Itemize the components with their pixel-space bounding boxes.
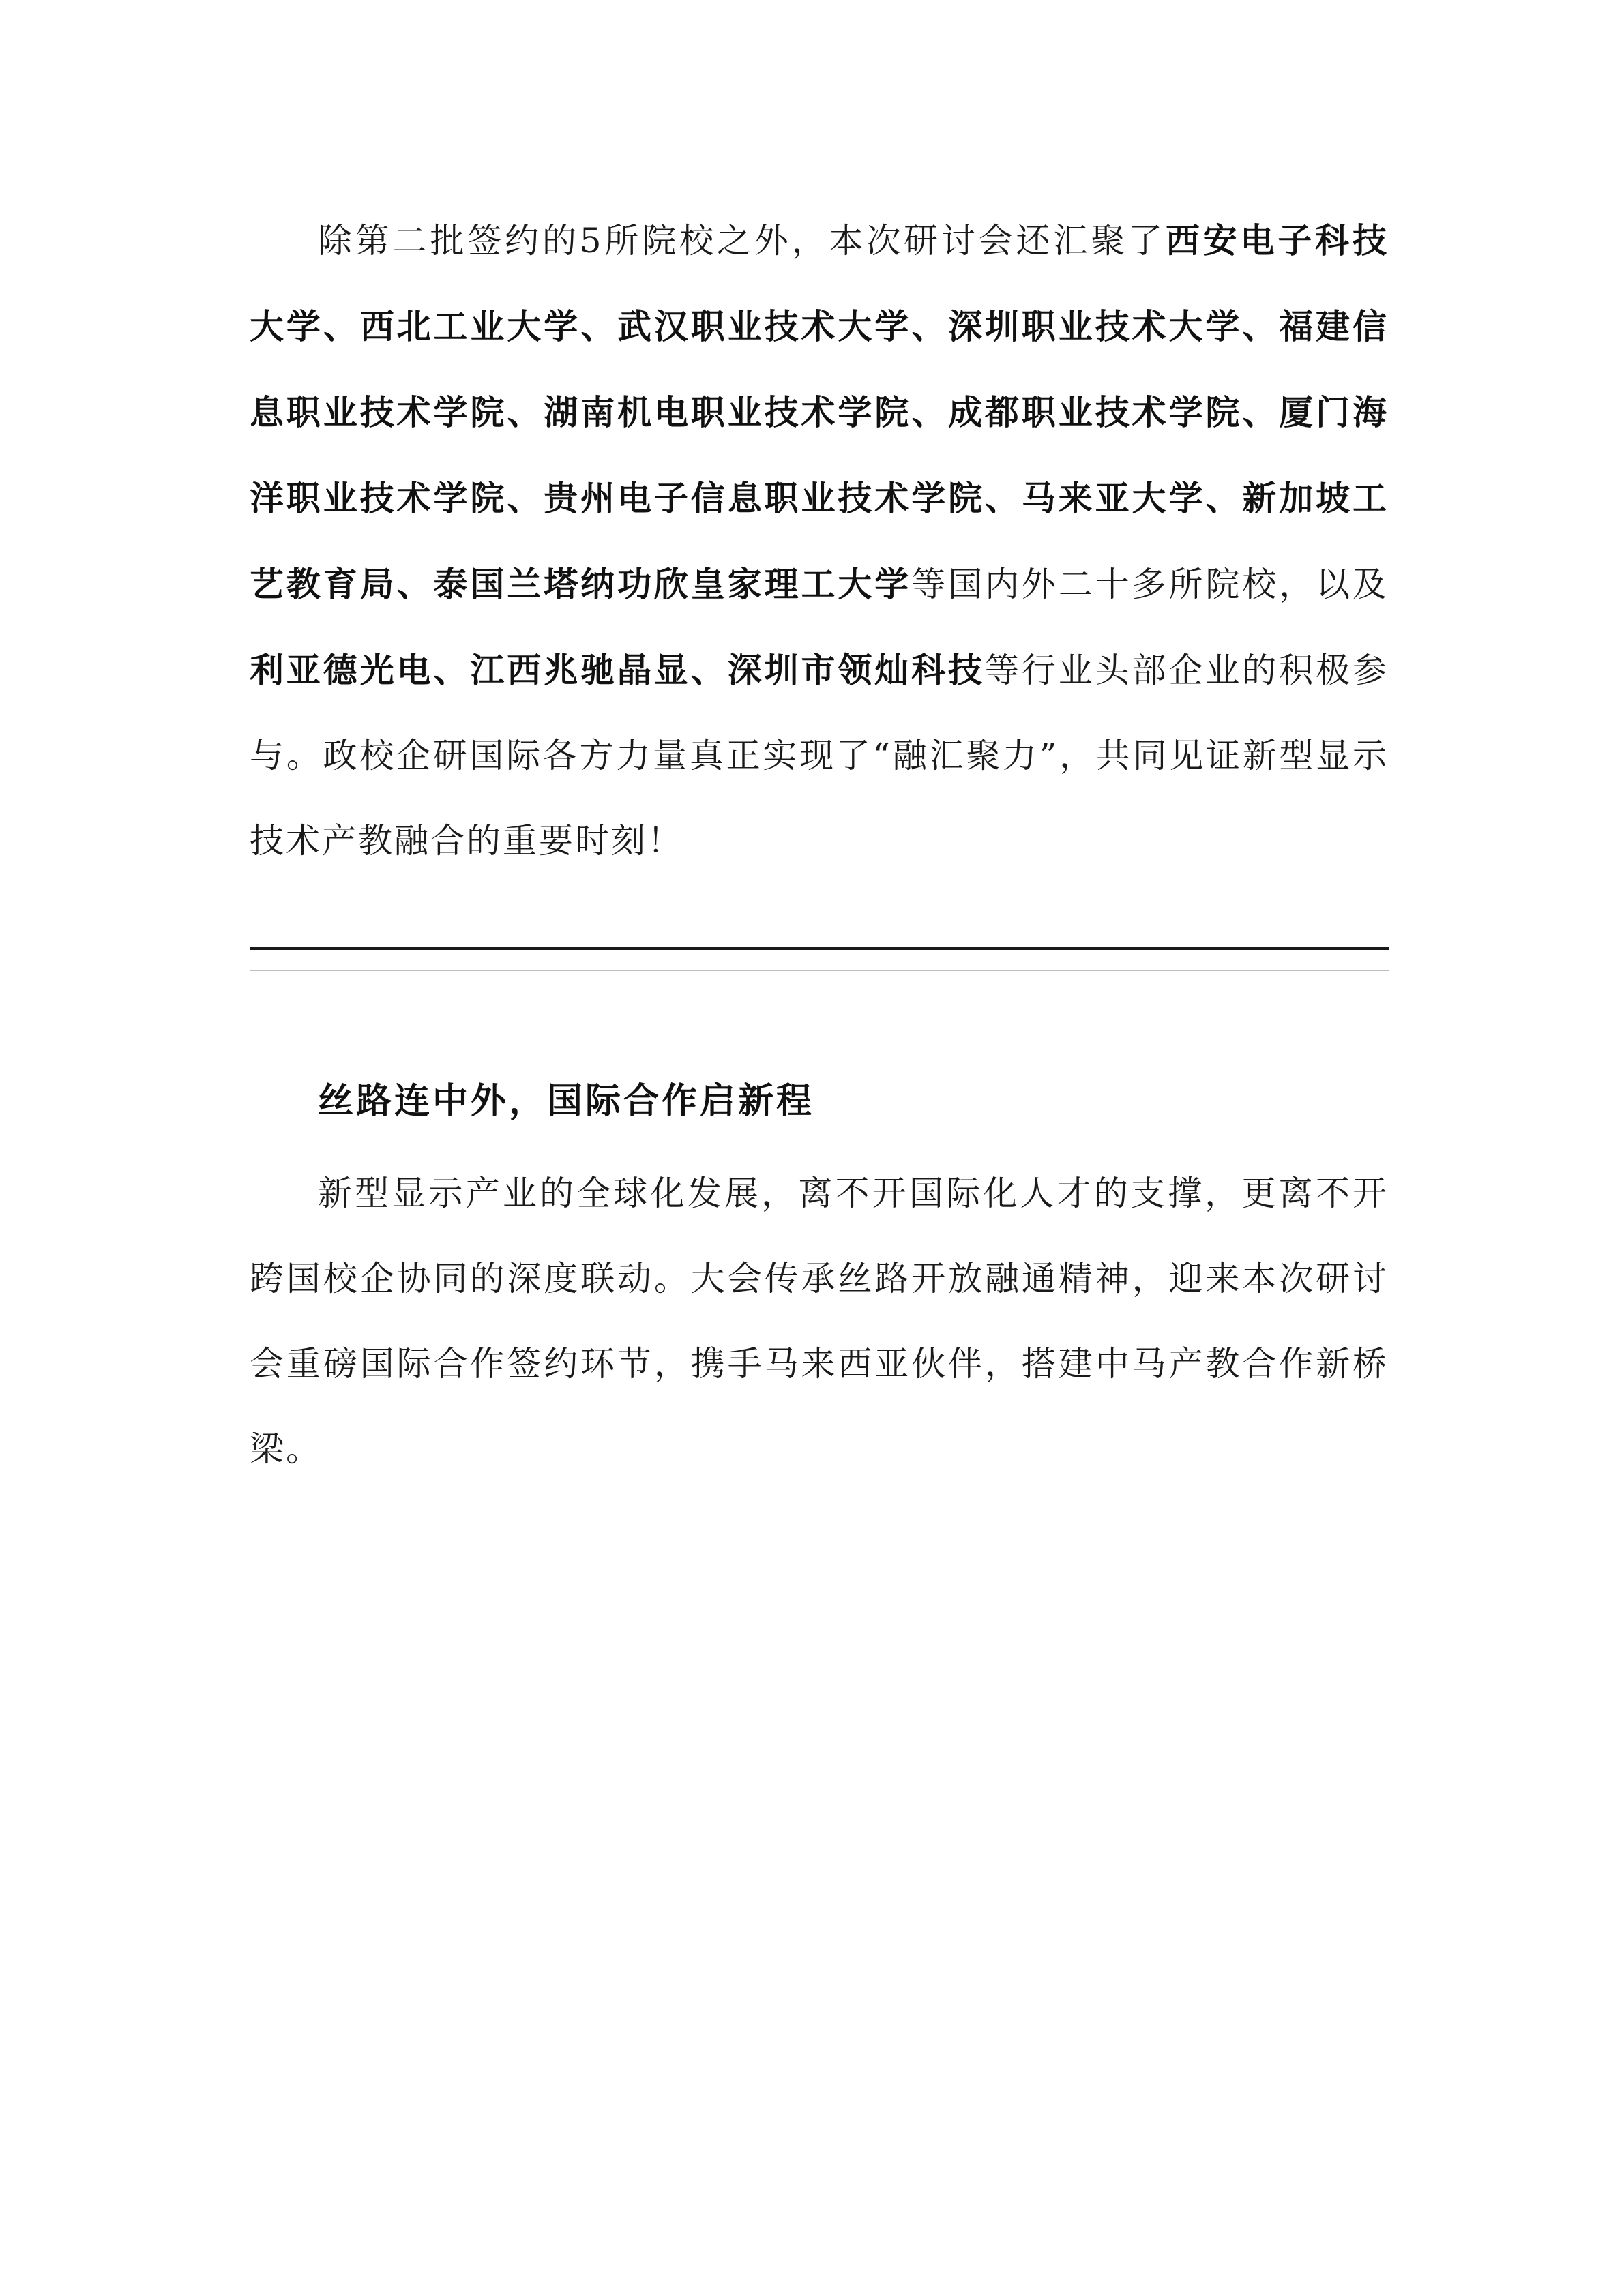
paragraph-international-cooperation <box>250 1151 1389 1492</box>
section-divider-thick <box>250 947 1389 950</box>
para2-text: 新型显示产业的全球化发展，离不开国际化人才的支撑，更离不开跨国校企协同的深度联动。大会传承丝路开放融通精神，迎来本次研讨会重磅国际合作签约环节，携手马来西亚伙伴，搭建中马产教合作新桥梁。 <box>250 1174 1389 1469</box>
paragraph-participants <box>250 198 1389 884</box>
para1-text-intro: 除第二批签约的5所院校之外，本次研讨会还汇聚了 <box>318 221 1166 260</box>
para1-bold-enterprises: 利亚德光电、江西兆驰晶显、深圳市领灿科技 <box>250 650 985 690</box>
document-page <box>250 0 1389 2296</box>
section-heading: 丝路连中外，国际合作启新程 <box>318 1080 815 1122</box>
para1-bold-institutions: 西安电子科技大学、西北工业大学、武汉职业技术大学、深圳职业技术大学、福建信息职业技术学院、湖南机电职业技术学院、成都职业技术学院、厦门海洋职业技术学院、贵州电子信息职业技术学院、马来亚大学、新加坡工艺教育局、泰国兰塔纳功欣皇家理工大学 <box>250 220 1389 604</box>
para1-text-ending: 等行业头部企业的积极参与。政校企研国际各方力量真正实现了“融汇聚力”，共同见证新型显示技术产教融合的重要时刻！ <box>250 651 1389 861</box>
para1-text-middle: 等国内外二十多所院校，以及 <box>911 565 1389 604</box>
section-divider-thin <box>250 970 1389 971</box>
